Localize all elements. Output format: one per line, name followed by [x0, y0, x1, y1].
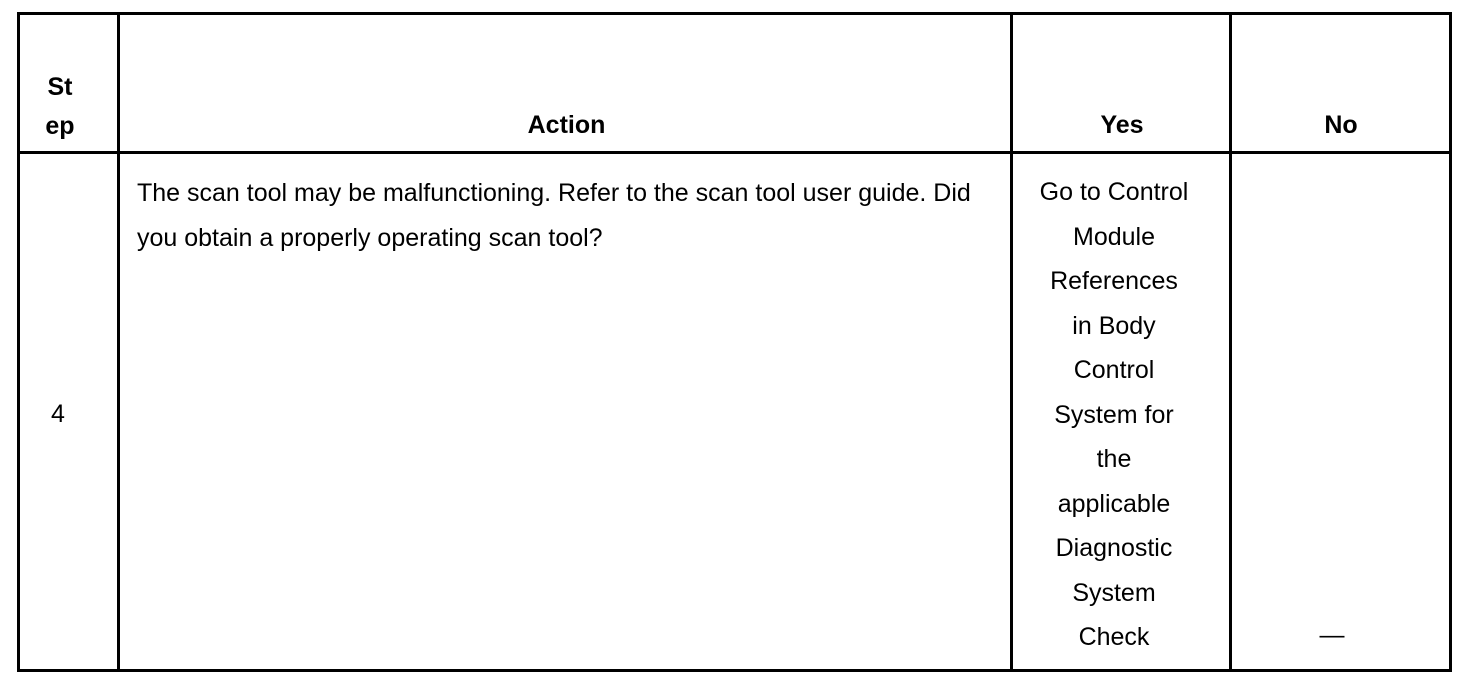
- yes-line: Check: [1078, 623, 1150, 651]
- yes-line: in Body: [1072, 311, 1156, 340]
- yes-line: Control: [1073, 356, 1155, 384]
- row-action-text: The scan tool may be malfunctioning. Refer to the scan tool user guide. Did you obtain a properly operating scan tool?: [137, 179, 971, 252]
- yes-line: References: [1050, 267, 1178, 295]
- yes-line: Module: [1073, 222, 1155, 251]
- header-action: Action: [527, 111, 606, 139]
- header-step-line1: St: [47, 73, 73, 101]
- yes-line: System: [1072, 578, 1156, 607]
- yes-line: System for: [1054, 400, 1174, 429]
- row-yes-text: [1014, 170, 1214, 660]
- header-yes: Yes: [1100, 111, 1144, 139]
- yes-line: Go to Control: [1039, 178, 1189, 206]
- header-step: [20, 68, 100, 146]
- yes-line: applicable: [1057, 489, 1171, 518]
- header-divider: [17, 151, 1452, 154]
- header-step-line2: ep: [45, 112, 75, 140]
- yes-line: Diagnostic: [1055, 534, 1173, 562]
- column-divider-step: [117, 12, 120, 672]
- row-no-text: —: [1319, 621, 1345, 649]
- yes-line: the: [1096, 445, 1132, 473]
- header-no: No: [1324, 111, 1358, 139]
- row-step-number: 4: [51, 400, 65, 428]
